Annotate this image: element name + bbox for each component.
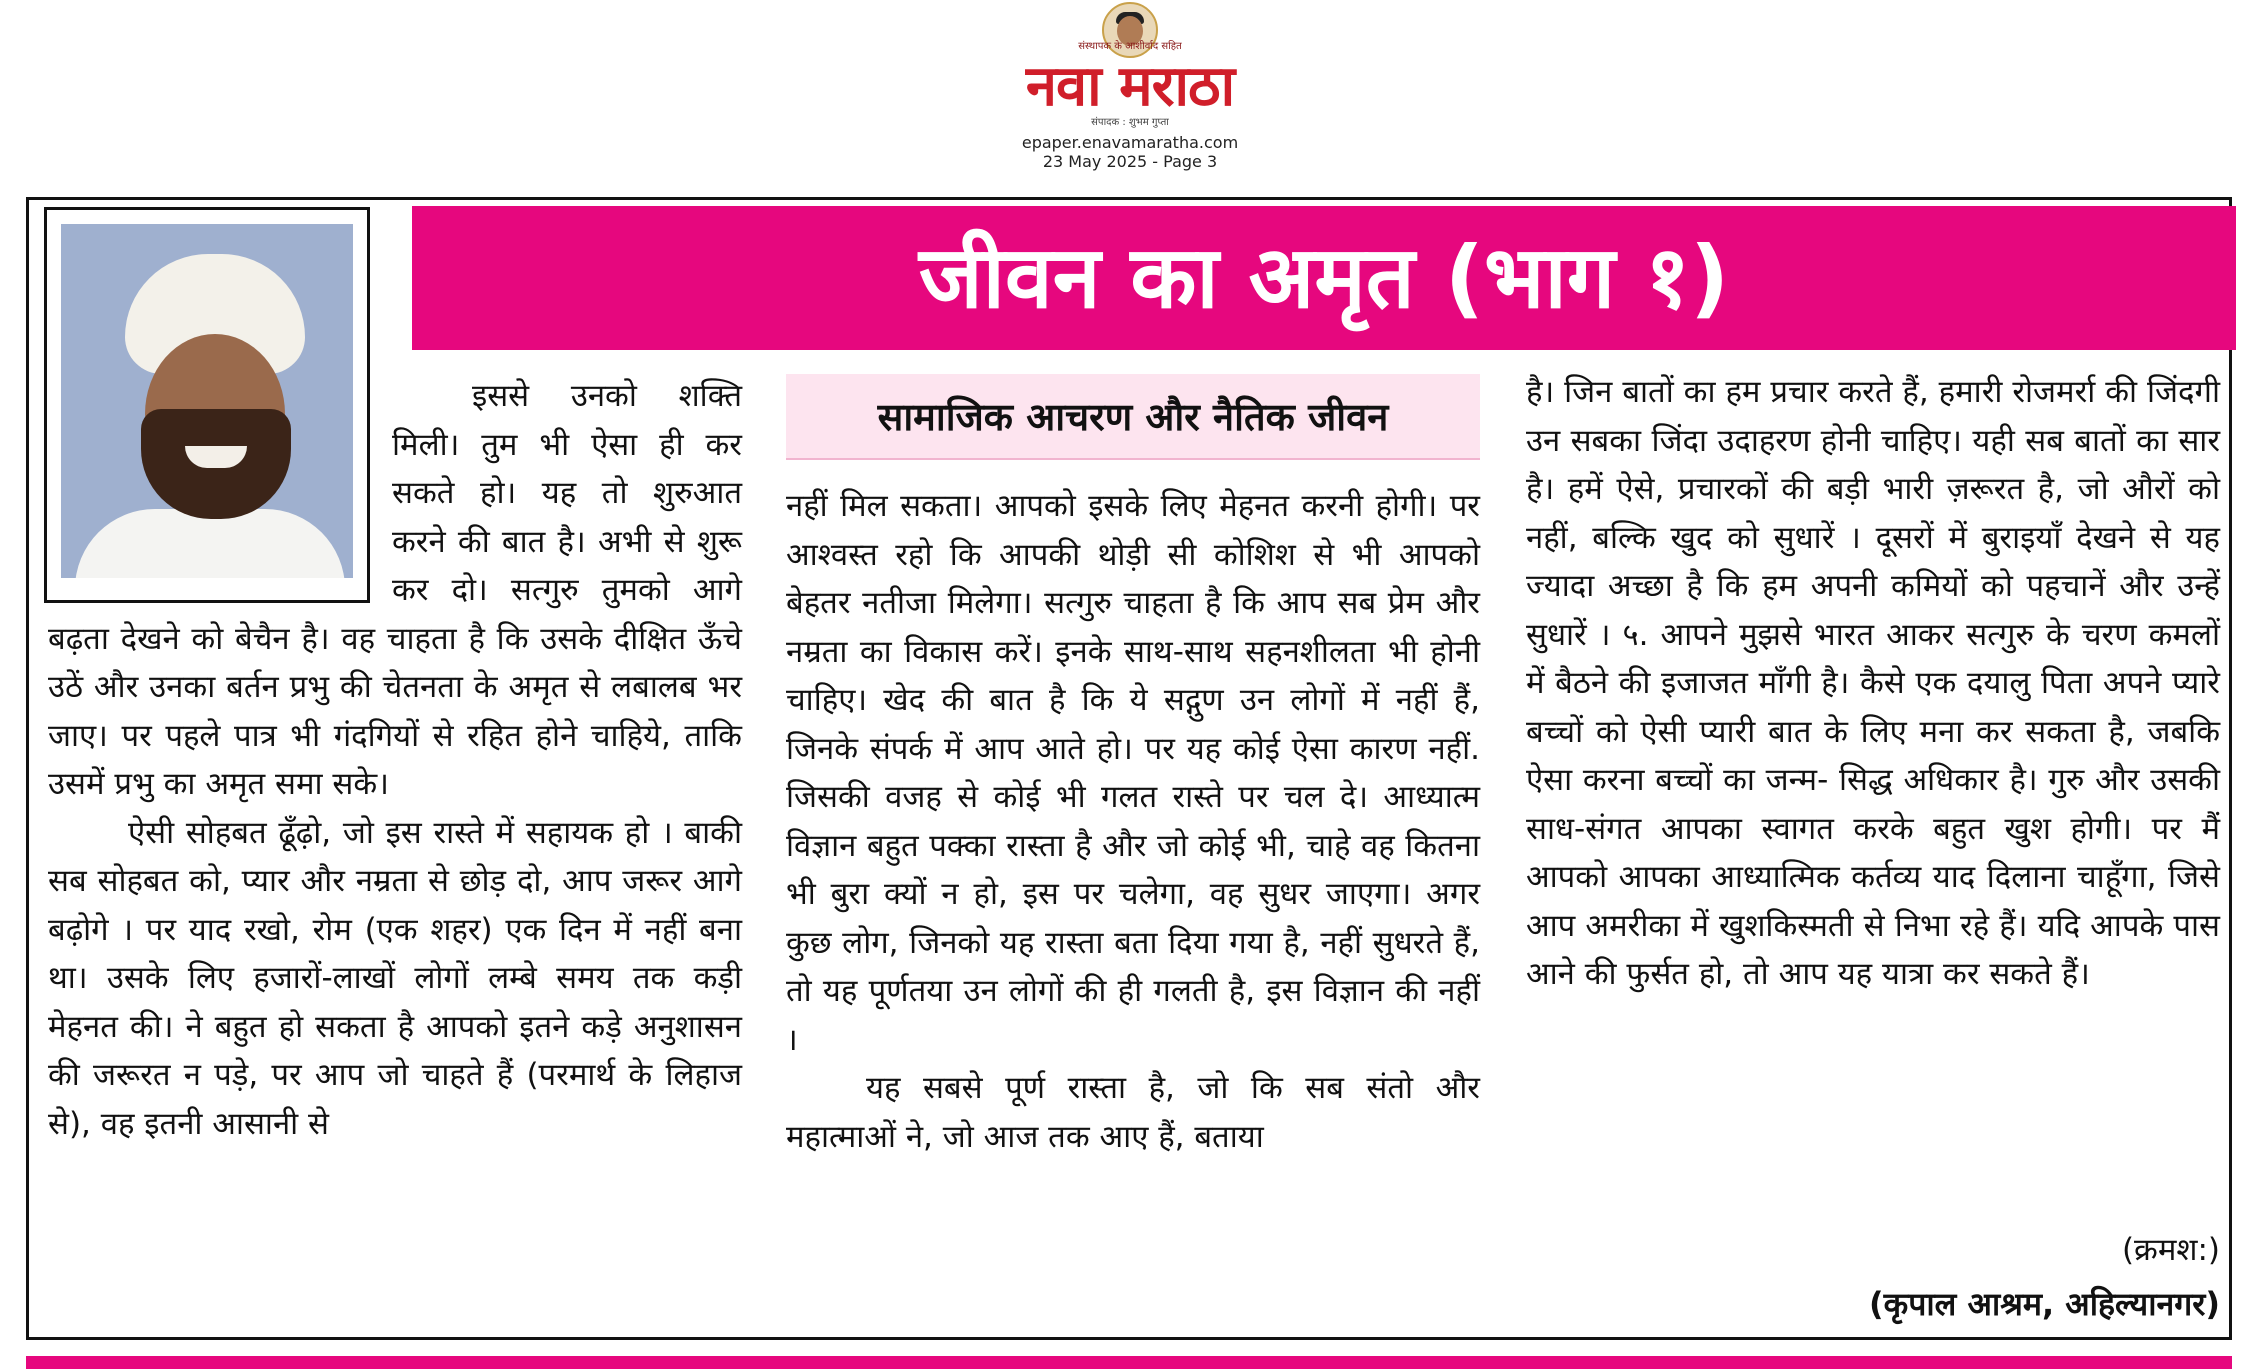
bottom-rule	[26, 1356, 2232, 1369]
article-subheading: सामाजिक आचरण और नैतिक जीवन	[877, 395, 1389, 439]
article-column-1	[48, 372, 742, 1327]
paragraph: नहीं मिल सकता। आपको इसके लिए मेहनत करनी होगी। पर आश्वस्त रहो कि आपकी थोड़ी सी कोशिश से भी आपको बेहतर नतीजा मिलेगा। सत्गुरु चाहता है कि आप सब प्रेम और नम्रता का विकास करें। इनके साथ-साथ सहनशीलता भी होनी चाहिए। खेद की बात है कि ये सद्गुण उन लोगों में नहीं हैं, जिनके संपर्क में आप आते हो। पर यह कोई ऐसा कारण नहीं. जिसकी वजह से कोई भी गलत रास्ते पर चल दे। आध्यात्म विज्ञान बहुत पक्का रास्ता है और जो कोई भी, चाहे वह कितना भी बुरा क्यों न हो, इस पर चलेगा, वह सुधर जाएगा। अगर कुछ लोग, जिनको यह रास्ता बता दिया गया है, नहीं सुधरते हैं, तो यह पूर्णतया उन लोगों की ही गलती है, इस विज्ञान की नहीं ।	[786, 488, 1480, 1058]
newspaper-logo: नवा मराठा	[1025, 54, 1235, 119]
continued-marker: (क्रमश:)	[2121, 1232, 2220, 1268]
paragraph: ऐसी सोहबत ढूँढ़ो, जो इस रास्ते में सहायक हो । बाकी सब सोहबत को, प्यार और नम्रता से छोड़ दो, आप जरूर आगे बढ़ोगे । पर याद रखो, रोम (एक शहर) एक दिन में नहीं बना था। उसके लिए हजारों-लाखों लोगों लम्बे समय तक कड़ी मेहनत की। ने बहुत हो सकता है आपको इतने कड़े अनुशासन की जरूरत न पड़े, पर आप जो चाहते हैं (परमार्थ के लिहाज से), वह इतनी आसानी से	[48, 814, 743, 1142]
masthead	[0, 0, 2258, 180]
edition-date: 23 May 2025 - Page 3	[1042, 152, 1218, 171]
paragraph: इससे उनको शक्ति मिली। तुम भी ऐसा ही कर सकते हो। यह तो शुरुआत करने की बात है। अभी से शुरू कर दो। सत्गुरु तुमको आगे बढ़ता देखने को बेचैन है। वह चाहता है कि उसके दीक्षित ऊँचे उठें और उनका बर्तन प्रभु की चेतनता के अमृत से लबालब भर जाए। पर पहले पात्र भी गंदगियों से रहित होने चाहिये, ताकि उसमें प्रभु का अमृत समा सके।	[48, 378, 742, 802]
logo-tagline: संस्थापक के आशीर्वाद सहित	[1078, 41, 1182, 52]
article-column-3	[1526, 368, 2220, 1328]
subheading-box	[786, 374, 1480, 460]
article-source: (कृपाल आश्रम, अहिल्यानगर)	[1869, 1285, 2220, 1323]
article-headline: जीवन का अमृत (भाग १)	[918, 228, 1730, 328]
article-column-2	[786, 482, 1480, 1332]
site-url: epaper.enavamaratha.com	[1021, 133, 1239, 152]
logo-subline: संपादक : शुभम गुप्ता	[1091, 117, 1169, 128]
paragraph: है। जिन बातों का हम प्रचार करते हैं, हमारी रोजमर्रा की जिंदगी उन सबका जिंदा उदाहरण होनी चाहिए। यही सब बातों का सार है। हमें ऐसे, प्रचारकों की बड़ी भारी ज़रूरत है, जो औरों को नहीं, बल्कि खुद को सुधारें । दूसरों में बुराइयाँ देखने से यह ज्यादा अच्छा है कि हम अपनी कमियों को पहचानें और उन्हें सुधारें । ५. आपने मुझसे भारत आकर सत्गुरु के चरण कमलों में बैठने की इजाजत माँगी है। कैसे एक दयालु पिता अपने प्यारे बच्चों को ऐसी प्यारी बात के लिए मना कर सकता है, जबकि ऐसा करना बच्चों का जन्म- सिद्ध अधिकार है। गुरु और उसकी साध-संगत आपका स्वागत करके बहुत खुश होगी। पर मैं आपको आपका आध्यात्मिक कर्तव्य याद दिलाना चाहूँगा, जिसे आप अमरीका में खुशकिस्मती से निभा रहे हैं। यदि आपके पास आने की फुर्सत हो, तो आप यह यात्रा कर सकते हैं।	[1526, 374, 2220, 992]
headline-band	[412, 206, 2236, 350]
paragraph: यह सबसे पूर्ण रास्ता है, जो कि सब संतो और महात्माओं ने, जो आज तक आए हैं, बताया	[786, 1070, 1480, 1155]
